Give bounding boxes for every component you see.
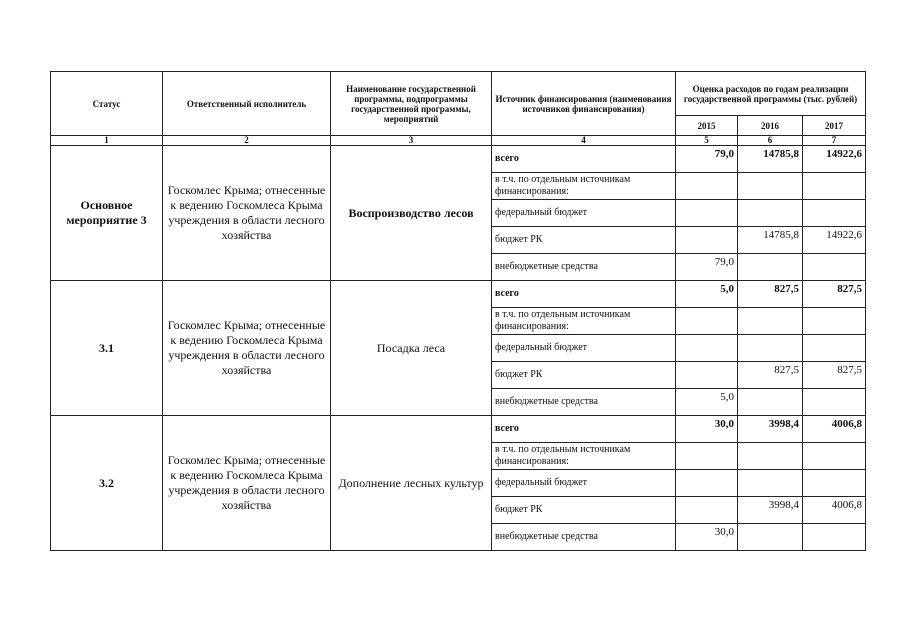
source-cell: внебюджетные средства xyxy=(492,389,676,416)
value-cell xyxy=(738,200,803,227)
source-cell: всего xyxy=(492,416,676,443)
value-cell xyxy=(676,173,738,200)
source-cell: внебюджетные средства xyxy=(492,254,676,281)
program-cell: Воспроизводство лесов xyxy=(331,146,492,281)
source-cell: всего xyxy=(492,146,676,173)
value-cell xyxy=(676,308,738,335)
value-cell: 3998,4 xyxy=(738,497,803,524)
header-year: 2017 xyxy=(803,116,866,136)
value-cell xyxy=(803,254,866,281)
table-row xyxy=(51,281,866,308)
value-cell xyxy=(738,470,803,497)
value-cell xyxy=(803,173,866,200)
value-cell xyxy=(803,470,866,497)
column-number: 1 xyxy=(51,136,163,146)
value-cell xyxy=(803,200,866,227)
value-cell xyxy=(738,389,803,416)
source-cell: внебюджетные средства xyxy=(492,524,676,551)
value-cell xyxy=(803,443,866,470)
value-cell xyxy=(738,173,803,200)
column-number: 3 xyxy=(331,136,492,146)
value-cell xyxy=(738,308,803,335)
value-cell xyxy=(738,524,803,551)
source-cell: федеральный бюджет xyxy=(492,335,676,362)
source-cell: бюджет РК xyxy=(492,227,676,254)
value-cell: 14922,6 xyxy=(803,227,866,254)
value-cell xyxy=(676,470,738,497)
value-cell xyxy=(738,443,803,470)
header-year: 2016 xyxy=(738,116,803,136)
value-cell: 5,0 xyxy=(676,281,738,308)
value-cell xyxy=(803,335,866,362)
value-cell: 827,5 xyxy=(803,281,866,308)
executor-cell: Госкомлес Крыма; отнесенные к ведению Госкомлеса Крыма учреждения в области лесного хозяйства xyxy=(163,146,331,281)
status-cell: Основное мероприятие 3 xyxy=(51,146,163,281)
source-cell: в т.ч. по отдельным источникам финансирования: xyxy=(492,308,676,335)
value-cell xyxy=(803,389,866,416)
value-cell xyxy=(803,524,866,551)
source-cell: в т.ч. по отдельным источникам финансирования: xyxy=(492,173,676,200)
header-source: Источник финансирования (наименования источников финансирования) xyxy=(492,72,676,136)
source-cell: в т.ч. по отдельным источникам финансирования: xyxy=(492,443,676,470)
value-cell: 79,0 xyxy=(676,146,738,173)
source-cell: бюджет РК xyxy=(492,497,676,524)
value-cell: 14922,6 xyxy=(803,146,866,173)
value-cell xyxy=(676,200,738,227)
source-cell: федеральный бюджет xyxy=(492,470,676,497)
program-cell: Посадка леса xyxy=(331,281,492,416)
value-cell xyxy=(676,362,738,389)
table-row xyxy=(51,416,866,443)
value-cell: 4006,8 xyxy=(803,416,866,443)
header-estimate: Оценка расходов по годам реализации государственной программы (тыс. рублей) xyxy=(676,72,866,116)
value-cell: 827,5 xyxy=(738,281,803,308)
value-cell: 79,0 xyxy=(676,254,738,281)
column-number: 2 xyxy=(163,136,331,146)
column-number: 6 xyxy=(738,136,803,146)
source-cell: бюджет РК xyxy=(492,362,676,389)
value-cell: 14785,8 xyxy=(738,227,803,254)
value-cell: 30,0 xyxy=(676,524,738,551)
value-cell xyxy=(676,227,738,254)
header-status: Статус xyxy=(51,72,163,136)
table-row xyxy=(51,146,866,173)
value-cell xyxy=(738,335,803,362)
value-cell: 4006,8 xyxy=(803,497,866,524)
value-cell: 827,5 xyxy=(803,362,866,389)
column-number: 7 xyxy=(803,136,866,146)
status-cell: 3.2 xyxy=(51,416,163,551)
value-cell: 14785,8 xyxy=(738,146,803,173)
column-number: 5 xyxy=(676,136,738,146)
header-program: Наименование государственной программы, подпрограммы государственной программы, мероприятий xyxy=(331,72,492,136)
budget-table xyxy=(50,71,866,551)
value-cell xyxy=(676,443,738,470)
header-executor: Ответственный исполнитель xyxy=(163,72,331,136)
value-cell xyxy=(676,335,738,362)
source-cell: федеральный бюджет xyxy=(492,200,676,227)
value-cell: 30,0 xyxy=(676,416,738,443)
status-cell: 3.1 xyxy=(51,281,163,416)
program-cell: Дополнение лесных культур xyxy=(331,416,492,551)
value-cell xyxy=(738,254,803,281)
value-cell: 827,5 xyxy=(738,362,803,389)
header-year: 2015 xyxy=(676,116,738,136)
value-cell xyxy=(803,308,866,335)
value-cell xyxy=(676,497,738,524)
value-cell: 5,0 xyxy=(676,389,738,416)
source-cell: всего xyxy=(492,281,676,308)
executor-cell: Госкомлес Крыма; отнесенные к ведению Госкомлеса Крыма учреждения в области лесного хозяйства xyxy=(163,416,331,551)
column-number: 4 xyxy=(492,136,676,146)
executor-cell: Госкомлес Крыма; отнесенные к ведению Госкомлеса Крыма учреждения в области лесного хозяйства xyxy=(163,281,331,416)
value-cell: 3998,4 xyxy=(738,416,803,443)
